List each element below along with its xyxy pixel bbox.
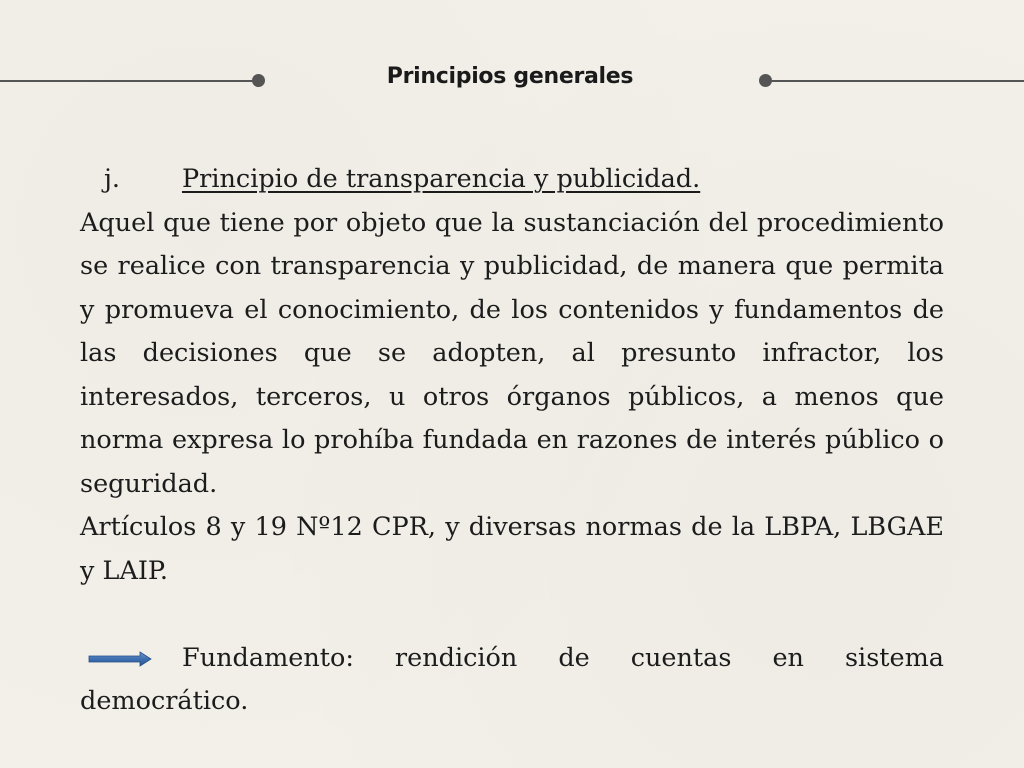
section-heading — [80, 158, 944, 202]
spacer — [80, 593, 944, 637]
section-marker: j. — [104, 164, 121, 194]
section-title: Principio de transparencia y publicidad. — [182, 164, 701, 194]
header-dot-left — [252, 74, 265, 87]
fundamento-block — [80, 637, 944, 724]
articles-paragraph: Artículos 8 y 19 Nº12 CPR, y diversas normas de la LBPA, LBGAE y LAIP. — [80, 512, 944, 586]
header-rule-left — [0, 80, 258, 82]
header-rule-right — [766, 80, 1024, 82]
slide-content — [80, 158, 944, 724]
slide-title: Principios generales — [386, 64, 634, 89]
fundamento-paragraph: Fundamento: rendición de cuentas en sistema democrático. — [80, 642, 944, 716]
definition-paragraph: Aquel que tiene por objeto que la sustanciación del procedimiento se realice con transparencia y publicidad, de manera que permita y promueva el conocimiento, de los contenidos y fundamentos de las decisiones que se adopten, al presunto infractor, los interesados, terceros, u otros órganos públicos, a menos que norma expresa lo prohíba fundada en razones de interés público o seguridad. — [80, 207, 944, 499]
